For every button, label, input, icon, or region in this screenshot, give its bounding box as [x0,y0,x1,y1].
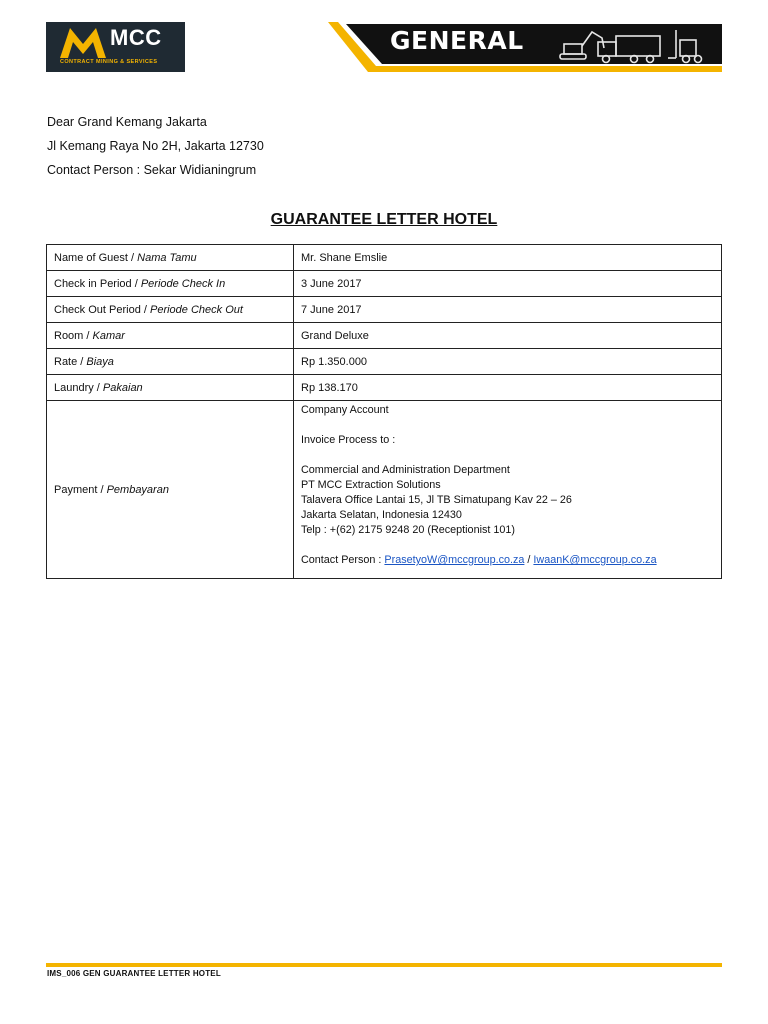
company-logo [46,22,185,72]
row-value: 3 June 2017 [294,271,722,297]
row-value: Rp 1.350.000 [294,349,722,375]
document-title: GUARANTEE LETTER HOTEL [270,211,498,228]
recipient-line: Contact Person : Sekar Widianingrum [47,163,257,177]
contact-prefix: Contact Person : [301,554,385,566]
payment-account: Company Account [301,404,389,416]
table-row [47,271,722,297]
guarantee-table [46,244,722,579]
row-value: Mr. Shane Emslie [294,245,722,271]
recipient-line: Dear Grand Kemang Jakarta [47,115,207,129]
email-link-iwaan[interactable]: IwaanK@mccgroup.co.za [533,554,657,566]
footer-doc-code: IMS_006 GEN GUARANTEE LETTER HOTEL [47,969,221,978]
row-label: Check in Period / Periode Check In [47,271,294,297]
row-value: 7 June 2017 [294,297,722,323]
email-link-prasetyo[interactable]: PrasetyoW@mccgroup.co.za [384,554,525,566]
phone-line: Telp : +(62) 2175 9248 20 (Receptionist 101) [301,524,515,536]
row-label: Check Out Period / Periode Check Out [47,297,294,323]
table-row [47,297,722,323]
table-row [47,349,722,375]
row-label: Rate / Biaya [47,349,294,375]
table-row [47,245,722,271]
row-value: Grand Deluxe [294,323,722,349]
payment-row [47,401,722,579]
row-value: Rp 138.170 [294,375,722,401]
table-row [47,375,722,401]
email-separator: / [524,554,534,566]
table-row [47,323,722,349]
payment-label: Payment / Pembayaran [47,401,294,579]
invoice-process-label: Invoice Process to : [301,434,396,446]
logo-name: MCC [110,25,162,50]
department-name: Commercial and Administration Department [301,464,510,476]
row-label: Laundry / Pakaian [47,375,294,401]
banner-title: GENERAL [390,26,524,55]
company-name: PT MCC Extraction Solutions [301,479,441,491]
footer-rule [46,963,722,967]
row-label: Room / Kamar [47,323,294,349]
logo-tagline: CONTRACT MINING & SERVICES [60,59,158,65]
contact-line [301,553,714,568]
address-line: Talavera Office Lantai 15, Jl TB Simatupang Kav 22 – 26 [301,494,572,506]
row-label: Name of Guest / Nama Tamu [47,245,294,271]
recipient-block [47,110,264,182]
payment-details [294,401,722,579]
address-line: Jakarta Selatan, Indonesia 12430 [301,509,462,521]
recipient-line: Jl Kemang Raya No 2H, Jakarta 12730 [47,139,264,153]
mcc-mark-icon [60,28,106,58]
